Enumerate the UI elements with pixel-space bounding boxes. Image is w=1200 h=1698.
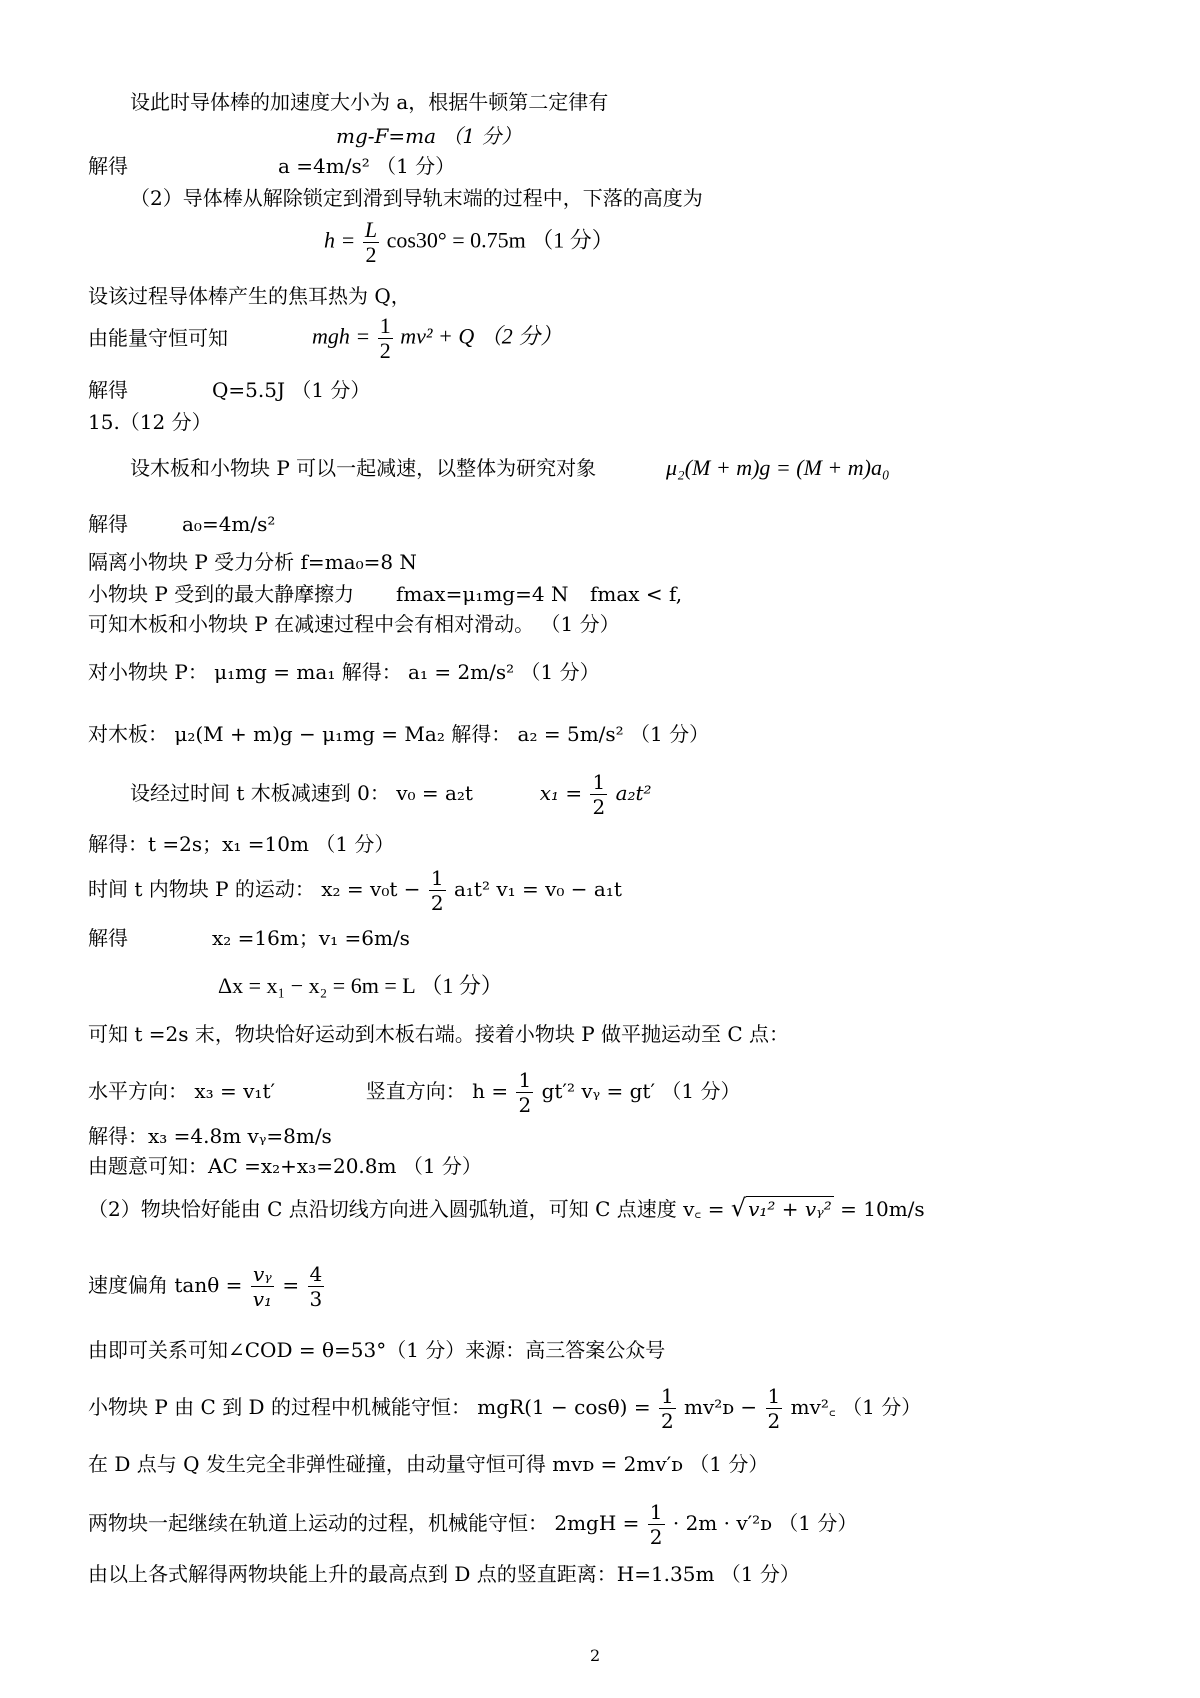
text-line: 设该过程导体棒产生的焦耳热为 Q， [88,284,411,308]
text-line: 由以上各式解得两物块能上升的最高点到 D 点的竖直距离：H=1.35m （1 分） [88,1562,800,1586]
page-number: 2 [590,1646,601,1665]
text-line: 由即可关系可知∠COD = θ=53°（1 分）来源：高三答案公众号 [88,1338,666,1362]
frac-den: 2 [660,1409,674,1433]
frac-den: 2 [430,891,444,915]
equation-block [130,770,652,819]
equation-block [88,1500,857,1549]
equation-block [312,314,562,363]
fraction [659,1384,676,1433]
frac-den: 2 [365,242,377,267]
text-line: 解得：t =2s；x₁ =10m （1 分） [88,832,395,856]
eq-part: · 2m · v′²ᴅ （1 分） [672,1511,858,1535]
text-label: 小物块 P 受到的最大静摩擦力 [88,582,355,606]
text-label: 由能量守恒可知 [88,326,228,350]
equation-line: μ₂(M + m)g = (M + m)a₀ [666,455,890,480]
text-line: 设木板和小物块 P 可以一起减速，以整体为研究对象 [130,456,597,480]
equation-line: Δx = x₁ − x₂ = 6m = L （1 分） [218,973,503,998]
fraction [648,1500,665,1549]
frac-den: v₁ [252,1287,273,1311]
text-line: （2）导体棒从解除锁定到滑到导轨末端的过程中，下落的高度为 [130,186,703,210]
eq-part: h = [324,227,356,253]
eq-part: 水平方向： x₃ = v₁t′ [88,1079,276,1103]
fraction [308,1262,325,1311]
eq-part: a₁t² v₁ = v₀ − a₁t [453,877,622,901]
eq-part: 速度偏角 tanθ = [88,1273,243,1297]
equation-line: 对木板： μ₂(M + m)g − μ₁mg = Ma₂ 解得： a₂ = 5m/s² （1 分） [88,722,710,746]
eq-part: x₁ = [539,781,583,805]
equation-line: x₂ =16m；v₁ =6m/s [212,926,410,950]
text-line: 设此时导体棒的加速度大小为 a，根据牛顿第二定律有 [130,90,609,114]
frac-num: 1 [649,1500,663,1524]
equation-block [88,1068,740,1117]
frac-num: 4 [309,1262,323,1286]
eq-part: 两物块一起继续在轨道上运动的过程，机械能守恒： 2mgH = [88,1511,640,1535]
eq-part: mgh = [312,323,371,349]
frac-den: 2 [592,795,606,819]
eq-part: 竖直方向： h = [365,1079,509,1103]
eq-part: mv²꜀ （1 分） [790,1395,922,1419]
eq-part: mv²ᴅ − [684,1395,758,1419]
fraction [251,1262,274,1311]
eq-part: mv² + Q （2 分） [400,323,563,349]
equation-line: mg-F=ma （1 分） [336,124,522,148]
frac-den: 3 [309,1287,323,1311]
eq-part: = 10m/s [840,1197,925,1221]
equation-line: 在 D 点与 Q 发生完全非弹性碰撞，由动量守恒可得 mvᴅ = 2mv′ᴅ （1 分） [88,1452,769,1476]
equation-block [88,1196,925,1221]
frac-num: 1 [660,1384,674,1408]
equation-block [88,1384,921,1433]
equation-line: fmax=μ₁mg=4 N [396,582,569,606]
equation-line: Q=5.5J （1 分） [212,378,371,402]
frac-den: 2 [649,1525,663,1549]
frac-den: 2 [767,1409,781,1433]
frac-num: 1 [767,1384,781,1408]
fraction [363,218,379,267]
text-label: 解得 [88,926,128,950]
eq-part: 时间 t 内物块 P 的运动： x₂ = v₀t − [88,877,421,901]
text-line: 可知 t =2s 末，物块恰好运动到木板右端。接着小物块 P 做平抛运动至 C 点： [88,1022,790,1046]
eq-part: cos30° = 0.75m （1 分） [386,227,614,253]
frac-num: 1 [518,1068,532,1092]
fraction [378,314,393,363]
equation-line: fmax < f, [590,582,683,606]
text-line: 可知木板和小物块 P 在减速过程中会有相对滑动。 （1 分） [88,612,620,636]
equation-line: a₀=4m/s² [182,512,276,536]
frac-num: 1 [379,313,391,338]
eq-part: 设经过时间 t 木板减速到 0： v₀ = a₂t [130,781,473,805]
equation-block [88,1262,326,1311]
frac-num: 1 [592,770,606,794]
text-line: 解得：x₃ =4.8m vᵧ=8m/s [88,1124,332,1148]
equation-block [324,218,614,267]
eq-part: （2）物块恰好能由 C 点沿切线方向进入圆弧轨道，可知 C 点速度 v꜀ = [88,1197,725,1221]
fraction [590,770,607,819]
section-heading: 15.（12 分） [88,410,212,434]
fraction [429,866,446,915]
text-line: 由题意可知：AC =x₂+x₃=20.8m （1 分） [88,1154,482,1178]
eq-part: = [282,1273,300,1297]
frac-num: 1 [430,866,444,890]
text-label: 解得 [88,154,128,178]
frac-den: 2 [518,1093,532,1117]
equation-line: 对小物块 P： μ₁mg = ma₁ 解得： a₁ = 2m/s² （1 分） [88,660,600,684]
equation-block [88,866,622,915]
eq-part: gt′² vᵧ = gt′ （1 分） [541,1079,741,1103]
text-line: 隔离小物块 P 受力分析 f=ma₀=8 N [88,550,417,574]
eq-part: 小物块 P 由 C 到 D 的过程中机械能守恒： mgR(1 − cosθ) = [88,1395,651,1419]
text-label: 解得 [88,378,128,402]
frac-num: vᵧ [251,1262,274,1287]
text-label: 解得 [88,512,128,536]
sqrt-sign: √ [730,1194,747,1222]
frac-den: 2 [379,338,391,363]
fraction [766,1384,783,1433]
frac-num: L [364,217,378,242]
sqrt-radicand: v₁² + vᵧ² [748,1197,832,1221]
equation-line: a =4m/s² （1 分） [278,154,456,178]
fraction [516,1068,533,1117]
eq-part: a₂t² [615,781,652,805]
